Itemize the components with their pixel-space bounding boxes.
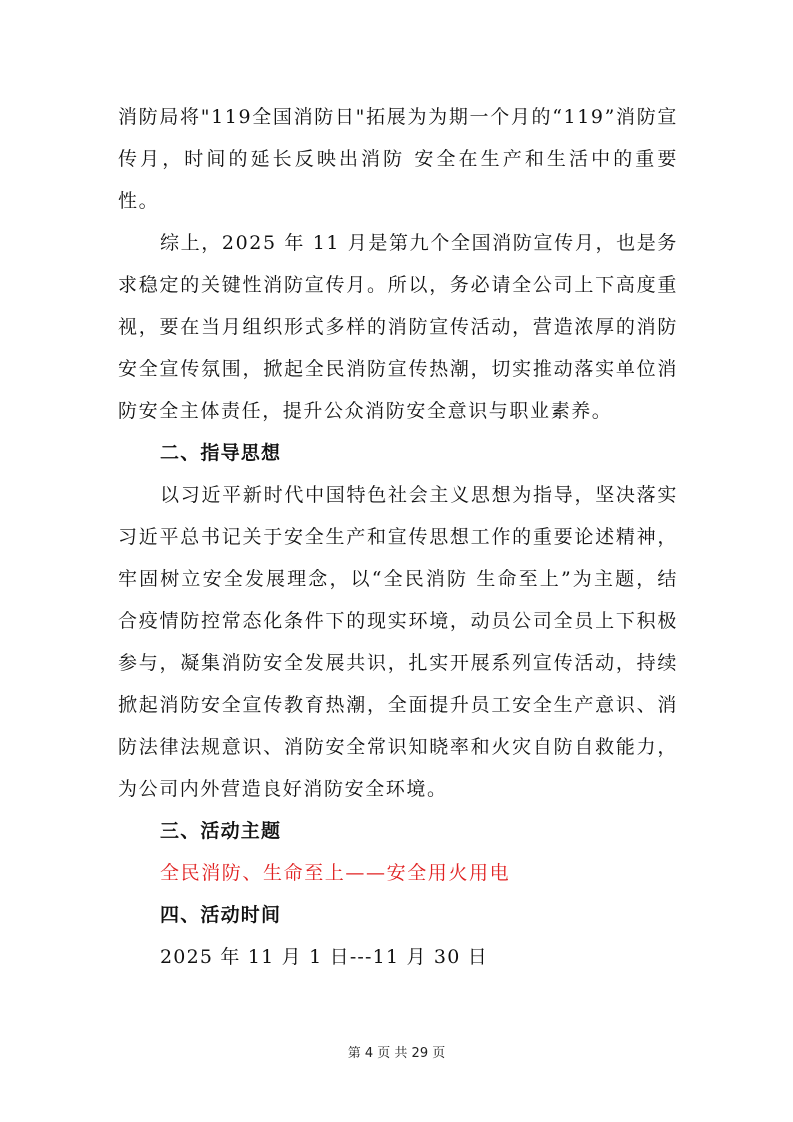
section-heading-activity-time: 四、活动时间 (160, 904, 282, 926)
summary-paragraph: 综上，2025 年 11 月是第九个全国消防宣传月，也是务求稳定的关键性消防宣传月。所以，务必请全公司上下高度重视，要在当月组织形式多样的消防宣传活动，营造浓厚的消防安全宣传氛围，掀起全民消防宣传热潮，切实推动落实单位消防安全主体责任，提升公众消防安全意识与职业素养。 (118, 232, 678, 422)
page-number-footer: 第 4 页 共 29 页 (347, 1046, 446, 1061)
activity-theme-text: 全民消防、生命至上——安全用火用电 (160, 862, 511, 884)
document-body (118, 96, 678, 978)
section-heading-activity-theme: 三、活动主题 (160, 820, 282, 842)
intro-paragraph: 消防局将"119全国消防日"拓展为为期一个月的“119”消防宣传月，时间的延长反映出消防 安全在生产和生活中的重要性。 (118, 106, 678, 212)
activity-date-text: 2025 年 11 月 1 日---11 月 30 日 (160, 946, 488, 968)
guiding-ideology-paragraph: 以习近平新时代中国特色社会主义思想为指导，坚决落实习近平总书记关于安全生产和宣传思想工作的重要论述精神，牢固树立安全发展理念，以“全民消防 生命至上”为主题，结合疫情防控常态化条件下的现实环境，动员公司全员上下积极参与，凝集消防安全发展共识，扎实开展系列宣传活动，持续掀起消防安全宣传教育热潮，全面提升员工安全生产意识、消防法律法规意识、消防安全常识知晓率和火灾自防自救能力，为公司内外营造良好消防安全环境。 (118, 484, 678, 800)
section-heading-guiding-ideology: 二、指导思想 (160, 442, 282, 464)
